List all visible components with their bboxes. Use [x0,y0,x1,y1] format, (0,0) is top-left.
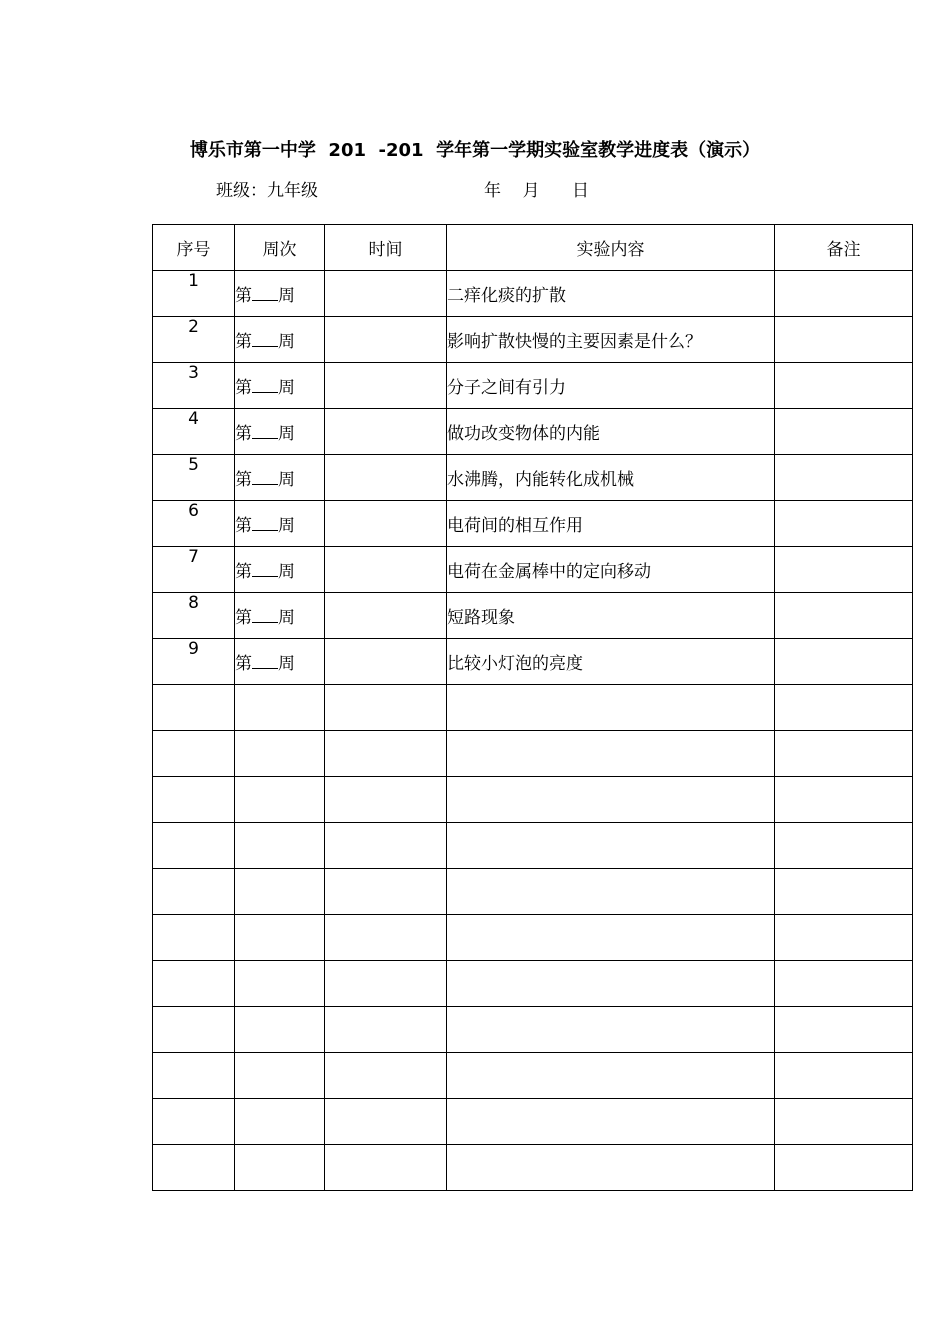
empty-cell [775,869,913,915]
empty-cell [153,869,235,915]
empty-cell [775,1145,913,1191]
week-prefix: 第 [235,562,252,582]
empty-cell [775,823,913,869]
empty-row [153,1053,913,1099]
table-body [153,271,913,1191]
table-row [153,547,913,593]
empty-cell [775,1007,913,1053]
row-week [235,363,325,409]
empty-cell [235,1099,325,1145]
row-time [325,547,447,593]
week-prefix: 第 [235,424,252,444]
header-note: 备注 [775,225,913,271]
row-note [775,501,913,547]
empty-cell [325,1053,447,1099]
row-seq: 7 [153,547,235,593]
week-blank [252,608,278,623]
empty-cell [235,823,325,869]
week-blank [252,286,278,301]
empty-cell [775,777,913,823]
empty-cell [775,685,913,731]
row-seq: 9 [153,639,235,685]
week-prefix: 第 [235,608,252,628]
row-seq: 1 [153,271,235,317]
row-week [235,547,325,593]
table-row [153,363,913,409]
row-content: 做功改变物体的内能 [447,409,775,455]
header-week: 周次 [235,225,325,271]
week-suffix: 周 [278,654,295,674]
row-content: 影响扩散快慢的主要因素是什么？ [447,317,775,363]
row-time [325,455,447,501]
empty-cell [153,915,235,961]
week-prefix: 第 [235,332,252,352]
row-time [325,409,447,455]
row-seq: 8 [153,593,235,639]
header-content: 实验内容 [447,225,775,271]
empty-cell [447,961,775,1007]
empty-row [153,1099,913,1145]
row-seq: 5 [153,455,235,501]
row-content: 电荷在金属棒中的定向移动 [447,547,775,593]
row-content: 电荷间的相互作用 [447,501,775,547]
row-week [235,317,325,363]
row-note [775,547,913,593]
empty-row [153,1145,913,1191]
row-week [235,593,325,639]
schedule-table [152,224,913,1191]
week-prefix: 第 [235,378,252,398]
empty-cell [325,1145,447,1191]
header-seq: 序号 [153,225,235,271]
row-note [775,271,913,317]
empty-cell [153,731,235,777]
empty-cell [153,777,235,823]
empty-row [153,869,913,915]
empty-cell [447,1053,775,1099]
empty-row [153,731,913,777]
empty-cell [153,1053,235,1099]
empty-cell [775,1099,913,1145]
empty-cell [235,1007,325,1053]
week-prefix: 第 [235,470,252,490]
empty-cell [775,731,913,777]
row-seq: 4 [153,409,235,455]
row-note [775,409,913,455]
empty-cell [775,961,913,1007]
week-suffix: 周 [278,424,295,444]
empty-cell [153,1007,235,1053]
week-prefix: 第 [235,654,252,674]
row-note [775,455,913,501]
week-prefix: 第 [235,516,252,536]
empty-cell [447,915,775,961]
empty-cell [325,1007,447,1053]
empty-cell [325,823,447,869]
row-seq: 2 [153,317,235,363]
header-row [153,225,913,271]
empty-cell [447,685,775,731]
empty-row [153,1007,913,1053]
empty-cell [325,869,447,915]
empty-row [153,961,913,1007]
row-week [235,639,325,685]
row-seq: 6 [153,501,235,547]
empty-cell [153,961,235,1007]
row-week [235,455,325,501]
empty-cell [153,1099,235,1145]
week-blank [252,332,278,347]
empty-cell [235,1053,325,1099]
empty-cell [153,1145,235,1191]
empty-cell [325,777,447,823]
week-suffix: 周 [278,562,295,582]
week-suffix: 周 [278,608,295,628]
row-content: 水沸腾，内能转化成机械 [447,455,775,501]
week-blank [252,562,278,577]
week-prefix: 第 [235,286,252,306]
table-row [153,271,913,317]
empty-cell [235,731,325,777]
row-week [235,271,325,317]
empty-cell [235,1145,325,1191]
empty-cell [447,731,775,777]
week-blank [252,378,278,393]
row-week [235,501,325,547]
empty-cell [325,731,447,777]
week-blank [252,470,278,485]
table-row [153,593,913,639]
week-suffix: 周 [278,516,295,536]
empty-cell [447,1099,775,1145]
empty-cell [235,961,325,1007]
week-suffix: 周 [278,378,295,398]
row-time [325,271,447,317]
empty-row [153,823,913,869]
row-week [235,409,325,455]
row-time [325,363,447,409]
table-row [153,409,913,455]
row-note [775,317,913,363]
empty-cell [325,961,447,1007]
empty-cell [325,915,447,961]
header-time: 时间 [325,225,447,271]
empty-cell [235,915,325,961]
document-title: 博乐市第一中学 201 -201 学年第一学期实验室教学进度表（演示） [189,140,761,161]
empty-cell [447,777,775,823]
week-blank [252,424,278,439]
row-seq: 3 [153,363,235,409]
row-note [775,593,913,639]
week-suffix: 周 [278,286,295,306]
row-time [325,317,447,363]
row-time [325,593,447,639]
week-suffix: 周 [278,470,295,490]
empty-row [153,685,913,731]
table-row [153,317,913,363]
empty-cell [325,685,447,731]
row-content: 短路现象 [447,593,775,639]
empty-cell [775,915,913,961]
empty-cell [325,1099,447,1145]
empty-cell [447,869,775,915]
empty-cell [235,869,325,915]
table-row [153,455,913,501]
empty-cell [235,777,325,823]
empty-cell [153,685,235,731]
empty-cell [153,823,235,869]
empty-cell [447,823,775,869]
week-suffix: 周 [278,332,295,352]
table-row [153,501,913,547]
row-time [325,501,447,547]
date-line: 年 月 日 [484,181,590,201]
row-note [775,639,913,685]
row-time [325,639,447,685]
week-blank [252,516,278,531]
empty-cell [447,1145,775,1191]
empty-cell [775,1053,913,1099]
table-row [153,639,913,685]
row-note [775,363,913,409]
empty-row [153,915,913,961]
class-label: 班级：九年级 [216,181,318,201]
empty-cell [447,1007,775,1053]
row-content: 分子之间有引力 [447,363,775,409]
empty-row [153,777,913,823]
week-blank [252,654,278,669]
empty-cell [235,685,325,731]
row-content: 比较小灯泡的亮度 [447,639,775,685]
row-content: 二痒化痰的扩散 [447,271,775,317]
